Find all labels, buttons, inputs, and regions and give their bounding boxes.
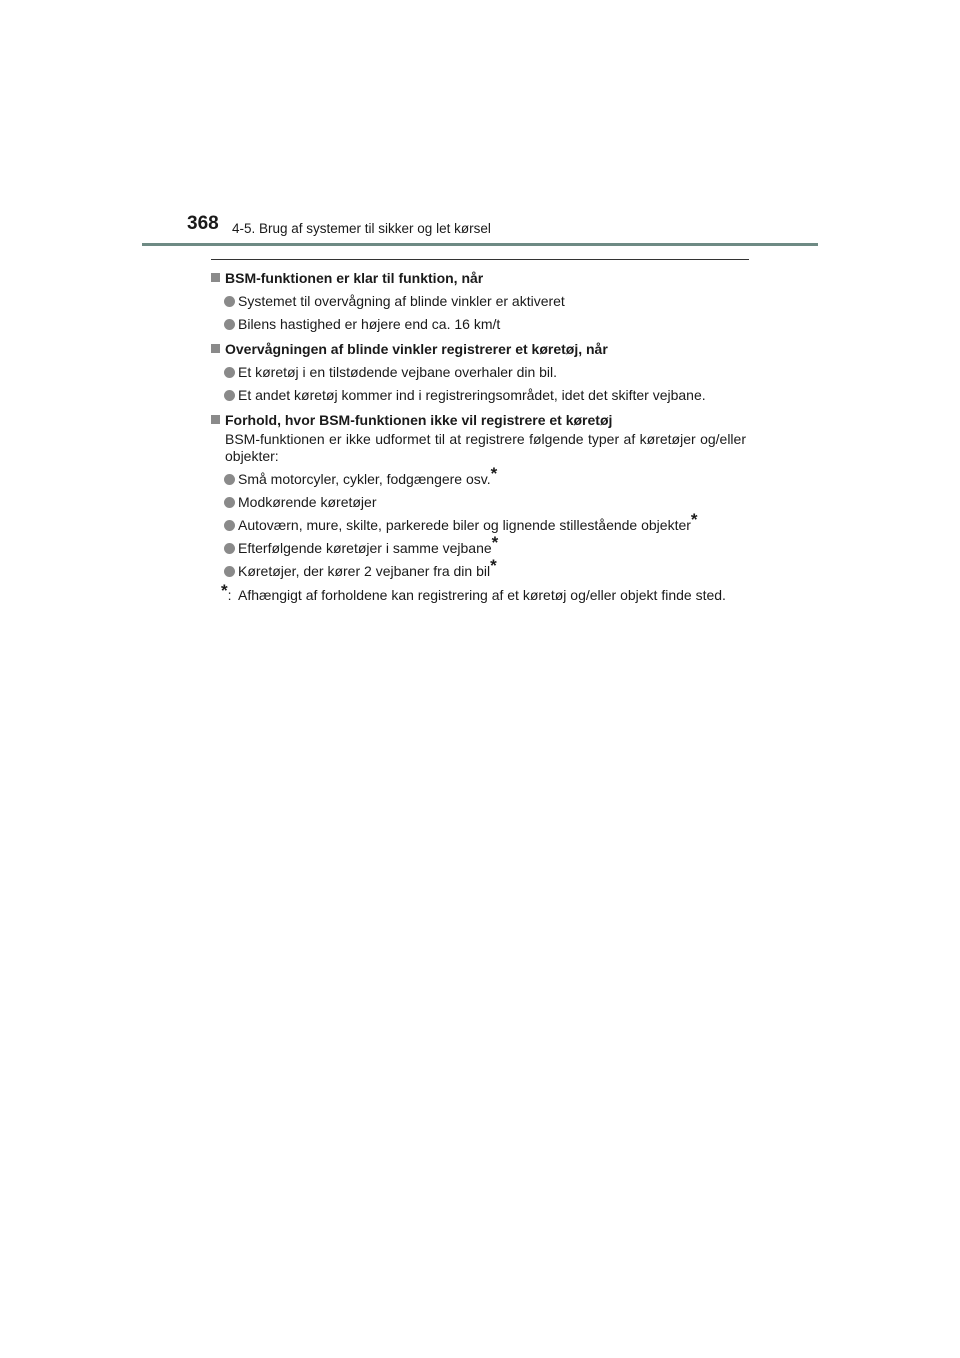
- footnote-asterisk: *: [221, 581, 228, 600]
- footnote-separator: :: [227, 587, 232, 603]
- page-content: [211, 266, 746, 605]
- list-item-text: Autoværn, mure, skilte, parkerede biler og lignende stillestående objekter: [238, 517, 691, 533]
- list-item-text: Bilens hastighed er højere end ca. 16 km/t: [238, 316, 501, 332]
- section-heading: [211, 268, 746, 288]
- circle-bullet-icon: [224, 566, 235, 577]
- square-bullet-icon: [211, 273, 220, 282]
- list-item: [211, 364, 746, 381]
- header-rule: [142, 243, 818, 246]
- section-heading: [211, 410, 746, 430]
- list-item: [211, 316, 746, 333]
- section-rule: [211, 259, 749, 260]
- list-item: [211, 556, 746, 580]
- circle-bullet-icon: [224, 319, 235, 330]
- circle-bullet-icon: [224, 390, 235, 401]
- section-heading: [211, 339, 746, 359]
- list-item-text: Modkørende køretøjer: [238, 494, 377, 510]
- list-item-text: Systemet til overvågning af blinde vinkler er aktiveret: [238, 293, 565, 309]
- list-item: [211, 293, 746, 310]
- list-item-text: Et andet køretøj kommer ind i registreringsområdet, idet det skifter vejbane.: [238, 387, 706, 403]
- footnote-text: Afhængigt af forholdene kan registrering af et køretøj og/eller objekt finde sted.: [238, 587, 726, 603]
- footnote-asterisk: *: [490, 556, 497, 575]
- list-item-text: Små motorcyler, cykler, fodgængere osv.: [238, 471, 491, 487]
- section-heading-text: BSM-funktionen er klar til funktion, når: [225, 270, 484, 286]
- list-item: [211, 510, 746, 534]
- section-heading-text: Overvågningen af blinde vinkler registrerer et køretøj, når: [225, 341, 608, 357]
- circle-bullet-icon: [224, 367, 235, 378]
- list-item-text: Efterfølgende køretøjer i samme vejbane: [238, 540, 492, 556]
- list-item: [211, 387, 746, 404]
- footnote-mark: [221, 581, 232, 605]
- list-item: [211, 494, 746, 511]
- footnote: [211, 581, 746, 605]
- circle-bullet-icon: [224, 296, 235, 307]
- circle-bullet-icon: [224, 474, 235, 485]
- circle-bullet-icon: [224, 543, 235, 554]
- chapter-title: 4-5. Brug af systemer til sikker og let kørsel: [232, 221, 491, 236]
- square-bullet-icon: [211, 415, 220, 424]
- section-intro: BSM-funktionen er ikke udformet til at registrere følgende typer af køretøjer og/eller objekter:: [225, 431, 746, 464]
- footnote-asterisk: *: [690, 510, 698, 529]
- page-number: 368: [187, 213, 219, 234]
- list-item: [211, 464, 746, 488]
- list-item-text: Køretøjer, der kører 2 vejbaner fra din bil: [238, 563, 491, 579]
- square-bullet-icon: [211, 344, 220, 353]
- circle-bullet-icon: [224, 520, 235, 531]
- footnote-asterisk: *: [490, 464, 498, 483]
- footnote-asterisk: *: [491, 533, 499, 552]
- list-item-text: Et køretøj i en tilstødende vejbane overhaler din bil.: [238, 364, 558, 380]
- circle-bullet-icon: [224, 497, 235, 508]
- list-item: [211, 533, 746, 557]
- section-heading-text: Forhold, hvor BSM-funktionen ikke vil registrere et køretøj: [225, 412, 613, 428]
